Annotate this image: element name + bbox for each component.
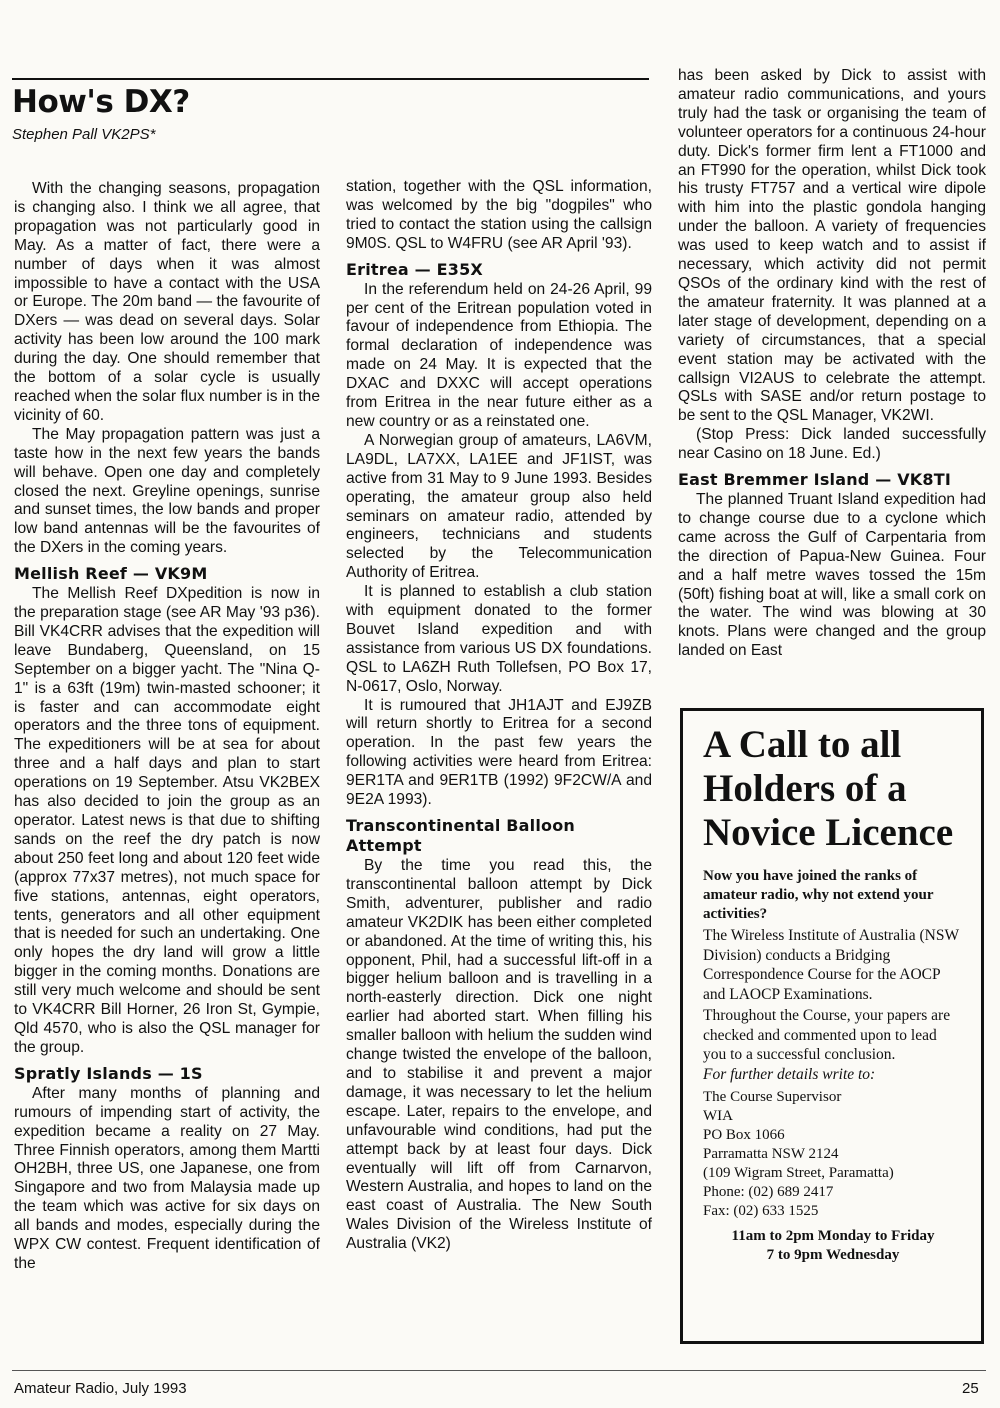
ad-further-details: For further details write to: bbox=[703, 1065, 876, 1083]
header-rule bbox=[12, 78, 649, 80]
spratly-continued-paragraph: station, together with the QSL information, was welcomed by the big "dogpiles" who tried to contact the station using the callsign 9M0S. QSL to W4FRU (see AR April '93). bbox=[346, 178, 652, 252]
ad-hours bbox=[703, 1227, 963, 1265]
ad-body: The Wireless Institute of Australia (NSW Division) conducts a Bridging Correspondence Course for the AOCP and LAOCP Examinations. bbox=[703, 927, 959, 1003]
column-2 bbox=[346, 178, 652, 1254]
balloon-continued-paragraph: has been asked by Dick to assist with amateur radio communications, and yours truly had the task or organising the team of volunteer operators for a continuous 24-hour duty. Dick's former firm lent a FT1000 and an FT990 for the operation, whilst Dick took his trusty FT757 and a vertical wire dipole with him into the plastic gondola hanging under the balloon. A variety of frequencies was used to keep watch and to assist if necessary, which activity did not permit QSOs of the ordinary kind with the rest of the amateur fraternity. It was planned at a later stage of development, depending on a variety of circumstances, that a special event station may be activated with the callsign VI2AUS to celebrate the attempt. QSLs with SASE and/or return postage to be sent to the QSL Manager, VK2WI. bbox=[678, 67, 986, 425]
ad-address-line: PO Box 1066 bbox=[703, 1127, 785, 1143]
ad-hours-line: 11am to 2pm Monday to Friday bbox=[731, 1228, 935, 1244]
section-heading-balloon: Transcontinental Balloon Attempt bbox=[346, 816, 576, 855]
mellish-paragraph: The Mellish Reef DXpedition is now in the preparation stage (see AR May '93 p36). Bill VK4CRR advises that the expedition will leave Bundaberg, Queensland, on 15 September on a bigger yacht. The "Nina Q-1" is a 63ft (19m) twin-masted schooner; it is faster and can accommodate eight operators and the three tons of equipment. The expeditioners will be at sea for about three and a half days and plan to start operations on 19 September. Atsu VK2BEX has also decided to join the group as an operator. Latest news is that due to shifting sands on the reef the dry patch is now about 250 feet long and about 120 feet wide (approx 77x37 metres), not much space for five stations, antennas, eight operators, tents, generators and all other equipment that is needed for such an undertaking. One only hopes the dry land will grow a little bigger in the coming months. Donations are still very much welcome and should be sent to VK4CRR Bill Horner, 26 Iron St, Gympie, Qld 4570, who is also the QSL manager for the group. bbox=[14, 585, 320, 1056]
balloon-paragraph: By the time you read this, the transcontinental balloon attempt by Dick Smith, adventurer, publisher and radio amateur VK2DIK has been either completed or abandoned. At the time of writing this, his opponent, Phil, had a successful lift-off in a bigger helium balloon and is travelling in a north-easterly direction. Dick one night earlier had aborted start. When filling his smaller balloon with helium the sudden wind change twisted the envelope of the balloon, and to stabilise it and prevent a major damage, it was necessary to let the helium escape. Later, repairs to the envelope, and unfavourable wind conditions, had put the attempt back by at least four days. Dick eventually will lift off from Carnarvon, Western Australia, and hopes to land on the east coast of Australia. The New South Wales Division of the Wireless Institute of Australia (VK2) bbox=[346, 857, 652, 1253]
ad-address-line: Parramatta NSW 2124 bbox=[703, 1146, 839, 1162]
section-heading-spratly-islands: Spratly Islands — 1S bbox=[14, 1063, 203, 1083]
intro-paragraph: With the changing seasons, propagation is changing also. I think we all agree, that propagation was not particularly good in May. As a matter of fact, there were a number of days when it was almost impossible to have a contact with the USA or Europe. The 20m band — the favourite of DXers — was dead on several days. Solar activity has been low around the 100 mark during the day. One should remember that the bottom of a solar cycle is usually reached when the solar flux number is in the vicinity of 60. bbox=[14, 180, 320, 424]
stop-press-paragraph: (Stop Press: Dick landed successfully near Casino on 18 June. Ed.) bbox=[678, 426, 986, 463]
section-heading-mellish-reef: Mellish Reef — VK9M bbox=[14, 564, 208, 584]
ad-address-line: The Course Supervisor bbox=[703, 1089, 842, 1105]
eritrea-paragraph: A Norwegian group of amateurs, LA6VM, LA9DL, LA7XX, LA1EE and JF1IST, was active from 31 May to 9 June 1993. Besides operating, the amateur group also held seminars on amateur radio, attended by engineers, technicians and students selected by the Telecommunication Authority of Eritrea. bbox=[346, 431, 652, 582]
bremmer-paragraph: The planned Truant Island expedition had to change course due to a cyclone which came across the Gulf of Carpentaria from the direction of Papua-New Guinea. Four and a half metre waves tossed the 15m (50ft) fishing boat at will, like a small cork on the water. The wind was blowing at 30 knots. Plans were changed and the group landed on East bbox=[678, 491, 986, 660]
page-number: 25 bbox=[962, 1380, 979, 1397]
ad-lead: Now you have joined the ranks of amateur radio, why not extend your activities? bbox=[703, 868, 934, 922]
eritrea-paragraph: In the referendum held on 24-26 April, 99 per cent of the Eritrean population voted in favour of independence from Ethiopia. The formal declaration of independence was made on 24 May. It is expected that the DXAC and DXXC will accept operations from Eritrea in the near future either as a new country or as a reinstated one. bbox=[346, 280, 652, 430]
ad-phone: Phone: (02) 689 2417 bbox=[703, 1184, 834, 1200]
novice-licence-advertisement bbox=[680, 708, 984, 1344]
section-heading-east-bremmer: East Bremmer Island — VK8TI bbox=[678, 470, 951, 490]
footer-rule bbox=[12, 1370, 986, 1371]
eritrea-paragraph: It is planned to establish a club station with equipment donated to the former Bouvet Island expedition and with assistance from various US DX foundations. QSL to LA6ZH Ruth Tollefsen, PO Box 17, N-0617, Oslo, Norway. bbox=[346, 583, 652, 695]
section-heading-eritrea: Eritrea — E35X bbox=[346, 259, 483, 279]
ad-hours-line: 7 to 9pm Wednesday bbox=[766, 1247, 900, 1263]
ad-fax: Fax: (02) 633 1525 bbox=[703, 1203, 819, 1219]
article-title: How's DX? bbox=[12, 84, 190, 120]
intro-paragraph: The May propagation pattern was just a taste how in the next few years the bands will behave. Open one day and completely closed the next. Greyline openings, sunrise and sunset times, the low bands and proper low band antennas will be the favourites of the DXers in the coming years. bbox=[14, 425, 320, 557]
ad-address bbox=[703, 1088, 963, 1221]
ad-address-line: WIA bbox=[703, 1108, 733, 1124]
spratly-paragraph: After many months of planning and rumours of impending start of activity, the expedition became a reality on 27 May. Three Finnish operators, among them Martti OH2BH, three US, one Japanese, one from Singapore and two from Malaysia made up the team which was active for six days on all bands and modes, especially during the WPX CW contest. Frequent identification of the bbox=[14, 1084, 320, 1272]
ad-body: Throughout the Course, your papers are checked and commented upon to lead you to a successful conclusion. bbox=[703, 1007, 951, 1063]
footer-publication: Amateur Radio, July 1993 bbox=[14, 1380, 187, 1397]
eritrea-paragraph: It is rumoured that JH1AJT and EJ9ZB will return shortly to Eritrea for a second operation. In the past few years the following activities were heard from Eritrea: 9ER1TA and 9ER1TB (1992) 9F2CW/A and 9E2A 1993). bbox=[346, 696, 652, 809]
column-1 bbox=[14, 180, 320, 1274]
ad-headline: A Call to all Holders of a Novice Licence bbox=[703, 723, 954, 854]
article-byline: Stephen Pall VK2PS* bbox=[12, 126, 156, 143]
column-3 bbox=[678, 67, 986, 661]
ad-address-line: (109 Wigram Street, Paramatta) bbox=[703, 1165, 894, 1181]
